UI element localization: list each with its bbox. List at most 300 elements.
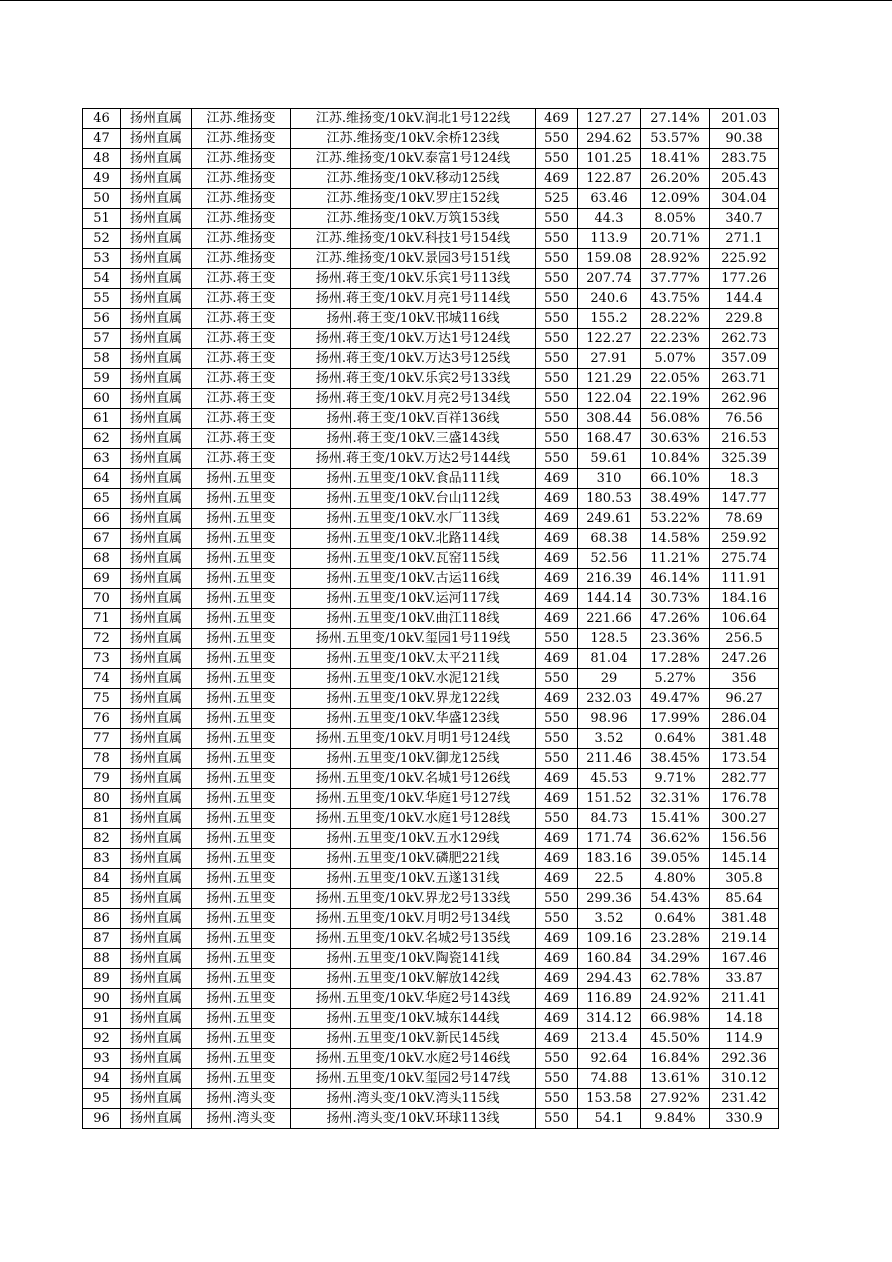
load-cell: 211.46 xyxy=(578,749,641,769)
substation-cell: 江苏.维扬变 xyxy=(192,229,291,249)
organization-cell: 扬州直属 xyxy=(121,369,192,389)
load-rate-cell: 20.71% xyxy=(641,229,710,249)
load-cell: 160.84 xyxy=(578,949,641,969)
row-number-cell: 82 xyxy=(83,829,121,849)
load-rate-cell: 49.47% xyxy=(641,689,710,709)
load-cell: 127.27 xyxy=(578,109,641,129)
capacity-cell: 469 xyxy=(536,849,578,869)
substation-cell: 扬州.五里变 xyxy=(192,1069,291,1089)
substation-cell: 扬州.五里变 xyxy=(192,529,291,549)
table-row xyxy=(83,149,779,169)
table-row xyxy=(83,569,779,589)
load-rate-cell: 43.75% xyxy=(641,289,710,309)
substation-cell: 扬州.五里变 xyxy=(192,749,291,769)
organization-cell: 扬州直属 xyxy=(121,949,192,969)
row-number-cell: 61 xyxy=(83,409,121,429)
feeder-name-cell: 扬州.五里变/10kV.水泥121线 xyxy=(291,669,536,689)
table-row xyxy=(83,469,779,489)
remaining-capacity-cell: 381.48 xyxy=(710,729,779,749)
substation-cell: 江苏.维扬变 xyxy=(192,129,291,149)
load-cell: 155.2 xyxy=(578,309,641,329)
capacity-cell: 469 xyxy=(536,169,578,189)
row-number-cell: 65 xyxy=(83,489,121,509)
load-rate-cell: 34.29% xyxy=(641,949,710,969)
load-cell: 213.4 xyxy=(578,1029,641,1049)
load-cell: 159.08 xyxy=(578,249,641,269)
feeder-name-cell: 扬州.五里变/10kV.月明2号134线 xyxy=(291,909,536,929)
organization-cell: 扬州直属 xyxy=(121,789,192,809)
load-cell: 27.91 xyxy=(578,349,641,369)
load-rate-cell: 26.20% xyxy=(641,169,710,189)
capacity-cell: 550 xyxy=(536,369,578,389)
row-number-cell: 83 xyxy=(83,849,121,869)
row-number-cell: 66 xyxy=(83,509,121,529)
remaining-capacity-cell: 325.39 xyxy=(710,449,779,469)
row-number-cell: 59 xyxy=(83,369,121,389)
table-row xyxy=(83,109,779,129)
substation-cell: 江苏.维扬变 xyxy=(192,209,291,229)
remaining-capacity-cell: 283.75 xyxy=(710,149,779,169)
row-number-cell: 90 xyxy=(83,989,121,1009)
row-number-cell: 86 xyxy=(83,909,121,929)
organization-cell: 扬州直属 xyxy=(121,429,192,449)
feeder-name-cell: 扬州.五里变/10kV.曲江118线 xyxy=(291,609,536,629)
capacity-cell: 469 xyxy=(536,109,578,129)
row-number-cell: 58 xyxy=(83,349,121,369)
table-row xyxy=(83,549,779,569)
load-rate-cell: 18.41% xyxy=(641,149,710,169)
capacity-cell: 469 xyxy=(536,529,578,549)
feeder-name-cell: 扬州.五里变/10kV.名城2号135线 xyxy=(291,929,536,949)
load-rate-cell: 30.63% xyxy=(641,429,710,449)
load-cell: 314.12 xyxy=(578,1009,641,1029)
feeder-name-cell: 扬州.五里变/10kV.台山112线 xyxy=(291,489,536,509)
row-number-cell: 87 xyxy=(83,929,121,949)
row-number-cell: 46 xyxy=(83,109,121,129)
capacity-cell: 550 xyxy=(536,809,578,829)
capacity-cell: 550 xyxy=(536,289,578,309)
feeder-name-cell: 扬州.五里变/10kV.五水129线 xyxy=(291,829,536,849)
organization-cell: 扬州直属 xyxy=(121,449,192,469)
feeder-name-cell: 江苏.维扬变/10kV.余桥123线 xyxy=(291,129,536,149)
capacity-cell: 550 xyxy=(536,1109,578,1129)
load-rate-cell: 46.14% xyxy=(641,569,710,589)
load-cell: 121.29 xyxy=(578,369,641,389)
organization-cell: 扬州直属 xyxy=(121,269,192,289)
load-cell: 122.04 xyxy=(578,389,641,409)
substation-cell: 江苏.蒋王变 xyxy=(192,289,291,309)
substation-cell: 扬州.五里变 xyxy=(192,689,291,709)
load-cell: 68.38 xyxy=(578,529,641,549)
row-number-cell: 80 xyxy=(83,789,121,809)
load-cell: 109.16 xyxy=(578,929,641,949)
table-row xyxy=(83,229,779,249)
organization-cell: 扬州直属 xyxy=(121,1109,192,1129)
substation-cell: 扬州.五里变 xyxy=(192,969,291,989)
capacity-cell: 469 xyxy=(536,1009,578,1029)
row-number-cell: 68 xyxy=(83,549,121,569)
load-rate-cell: 32.31% xyxy=(641,789,710,809)
organization-cell: 扬州直属 xyxy=(121,649,192,669)
load-cell: 308.44 xyxy=(578,409,641,429)
remaining-capacity-cell: 14.18 xyxy=(710,1009,779,1029)
feeder-name-cell: 江苏.维扬变/10kV.罗庄152线 xyxy=(291,189,536,209)
organization-cell: 扬州直属 xyxy=(121,889,192,909)
row-number-cell: 49 xyxy=(83,169,121,189)
row-number-cell: 62 xyxy=(83,429,121,449)
organization-cell: 扬州直属 xyxy=(121,609,192,629)
load-cell: 299.36 xyxy=(578,889,641,909)
load-cell: 171.74 xyxy=(578,829,641,849)
feeder-name-cell: 扬州.五里变/10kV.界龙2号133线 xyxy=(291,889,536,909)
table-row xyxy=(83,289,779,309)
load-rate-cell: 9.71% xyxy=(641,769,710,789)
substation-cell: 江苏.蒋王变 xyxy=(192,329,291,349)
feeder-name-cell: 江苏.维扬变/10kV.润北1号122线 xyxy=(291,109,536,129)
capacity-cell: 550 xyxy=(536,409,578,429)
capacity-cell: 550 xyxy=(536,149,578,169)
table-row xyxy=(83,849,779,869)
feeder-name-cell: 扬州.五里变/10kV.玺园1号119线 xyxy=(291,629,536,649)
load-rate-cell: 53.22% xyxy=(641,509,710,529)
capacity-cell: 550 xyxy=(536,249,578,269)
load-rate-cell: 22.19% xyxy=(641,389,710,409)
row-number-cell: 48 xyxy=(83,149,121,169)
load-cell: 81.04 xyxy=(578,649,641,669)
load-cell: 232.03 xyxy=(578,689,641,709)
row-number-cell: 50 xyxy=(83,189,121,209)
row-number-cell: 56 xyxy=(83,309,121,329)
row-number-cell: 92 xyxy=(83,1029,121,1049)
load-cell: 101.25 xyxy=(578,149,641,169)
remaining-capacity-cell: 145.14 xyxy=(710,849,779,869)
substation-cell: 江苏.蒋王变 xyxy=(192,389,291,409)
capacity-cell: 550 xyxy=(536,729,578,749)
load-rate-cell: 45.50% xyxy=(641,1029,710,1049)
load-rate-cell: 15.41% xyxy=(641,809,710,829)
substation-cell: 扬州.五里变 xyxy=(192,609,291,629)
row-number-cell: 53 xyxy=(83,249,121,269)
table-row xyxy=(83,189,779,209)
load-cell: 207.74 xyxy=(578,269,641,289)
row-number-cell: 64 xyxy=(83,469,121,489)
load-rate-cell: 54.43% xyxy=(641,889,710,909)
table-row xyxy=(83,749,779,769)
load-rate-cell: 56.08% xyxy=(641,409,710,429)
table-row xyxy=(83,369,779,389)
row-number-cell: 47 xyxy=(83,129,121,149)
table-row xyxy=(83,889,779,909)
organization-cell: 扬州直属 xyxy=(121,549,192,569)
remaining-capacity-cell: 176.78 xyxy=(710,789,779,809)
table-row xyxy=(83,729,779,749)
organization-cell: 扬州直属 xyxy=(121,809,192,829)
table-row xyxy=(83,429,779,449)
load-cell: 294.43 xyxy=(578,969,641,989)
table-row xyxy=(83,1009,779,1029)
load-rate-cell: 12.09% xyxy=(641,189,710,209)
substation-cell: 扬州.五里变 xyxy=(192,949,291,969)
remaining-capacity-cell: 167.46 xyxy=(710,949,779,969)
load-rate-cell: 0.64% xyxy=(641,729,710,749)
row-number-cell: 91 xyxy=(83,1009,121,1029)
organization-cell: 扬州直属 xyxy=(121,869,192,889)
capacity-cell: 550 xyxy=(536,1089,578,1109)
remaining-capacity-cell: 225.92 xyxy=(710,249,779,269)
row-number-cell: 77 xyxy=(83,729,121,749)
row-number-cell: 84 xyxy=(83,869,121,889)
capacity-cell: 469 xyxy=(536,929,578,949)
load-cell: 59.61 xyxy=(578,449,641,469)
organization-cell: 扬州直属 xyxy=(121,1049,192,1069)
organization-cell: 扬州直属 xyxy=(121,209,192,229)
substation-cell: 扬州.五里变 xyxy=(192,869,291,889)
feeder-name-cell: 扬州.五里变/10kV.水庭1号128线 xyxy=(291,809,536,829)
feeder-name-cell: 江苏.维扬变/10kV.景园3号151线 xyxy=(291,249,536,269)
feeder-name-cell: 江苏.维扬变/10kV.科技1号154线 xyxy=(291,229,536,249)
remaining-capacity-cell: 259.92 xyxy=(710,529,779,549)
capacity-cell: 469 xyxy=(536,969,578,989)
load-cell: 98.96 xyxy=(578,709,641,729)
table-row xyxy=(83,1069,779,1089)
load-cell: 3.52 xyxy=(578,729,641,749)
substation-cell: 扬州.五里变 xyxy=(192,849,291,869)
remaining-capacity-cell: 76.56 xyxy=(710,409,779,429)
capacity-cell: 469 xyxy=(536,769,578,789)
feeder-name-cell: 扬州.湾头变/10kV.湾头115线 xyxy=(291,1089,536,1109)
substation-cell: 江苏.蒋王变 xyxy=(192,349,291,369)
table-row xyxy=(83,409,779,429)
row-number-cell: 55 xyxy=(83,289,121,309)
row-number-cell: 85 xyxy=(83,889,121,909)
feeder-name-cell: 扬州.蒋王变/10kV.月亮1号114线 xyxy=(291,289,536,309)
table-row xyxy=(83,249,779,269)
row-number-cell: 71 xyxy=(83,609,121,629)
feeder-name-cell: 扬州.五里变/10kV.解放142线 xyxy=(291,969,536,989)
row-number-cell: 96 xyxy=(83,1109,121,1129)
substation-cell: 扬州.五里变 xyxy=(192,669,291,689)
organization-cell: 扬州直属 xyxy=(121,469,192,489)
organization-cell: 扬州直属 xyxy=(121,289,192,309)
load-rate-cell: 62.78% xyxy=(641,969,710,989)
substation-cell: 扬州.五里变 xyxy=(192,809,291,829)
load-rate-cell: 17.99% xyxy=(641,709,710,729)
feeder-name-cell: 扬州.蒋王变/10kV.万达1号124线 xyxy=(291,329,536,349)
row-number-cell: 93 xyxy=(83,1049,121,1069)
table-row xyxy=(83,969,779,989)
table-row xyxy=(83,509,779,529)
capacity-cell: 469 xyxy=(536,1029,578,1049)
organization-cell: 扬州直属 xyxy=(121,169,192,189)
table-row xyxy=(83,929,779,949)
table-row xyxy=(83,589,779,609)
feeder-name-cell: 扬州.五里变/10kV.古运116线 xyxy=(291,569,536,589)
table-row xyxy=(83,269,779,289)
substation-cell: 扬州.湾头变 xyxy=(192,1089,291,1109)
capacity-cell: 550 xyxy=(536,889,578,909)
capacity-cell: 550 xyxy=(536,209,578,229)
load-rate-cell: 0.64% xyxy=(641,909,710,929)
feeder-load-table xyxy=(82,108,779,1129)
substation-cell: 扬州.五里变 xyxy=(192,989,291,1009)
row-number-cell: 57 xyxy=(83,329,121,349)
feeder-name-cell: 扬州.五里变/10kV.水厂113线 xyxy=(291,509,536,529)
organization-cell: 扬州直属 xyxy=(121,109,192,129)
substation-cell: 扬州.五里变 xyxy=(192,1049,291,1069)
feeder-name-cell: 扬州.五里变/10kV.食品111线 xyxy=(291,469,536,489)
remaining-capacity-cell: 173.54 xyxy=(710,749,779,769)
load-rate-cell: 28.22% xyxy=(641,309,710,329)
organization-cell: 扬州直属 xyxy=(121,849,192,869)
remaining-capacity-cell: 33.87 xyxy=(710,969,779,989)
remaining-capacity-cell: 85.64 xyxy=(710,889,779,909)
remaining-capacity-cell: 147.77 xyxy=(710,489,779,509)
load-rate-cell: 22.05% xyxy=(641,369,710,389)
load-rate-cell: 28.92% xyxy=(641,249,710,269)
load-cell: 294.62 xyxy=(578,129,641,149)
capacity-cell: 550 xyxy=(536,349,578,369)
capacity-cell: 550 xyxy=(536,1049,578,1069)
organization-cell: 扬州直属 xyxy=(121,489,192,509)
row-number-cell: 75 xyxy=(83,689,121,709)
substation-cell: 江苏.维扬变 xyxy=(192,249,291,269)
substation-cell: 扬州.五里变 xyxy=(192,709,291,729)
substation-cell: 扬州.五里变 xyxy=(192,469,291,489)
row-number-cell: 81 xyxy=(83,809,121,829)
organization-cell: 扬州直属 xyxy=(121,729,192,749)
feeder-name-cell: 扬州.蒋王变/10kV.邗城116线 xyxy=(291,309,536,329)
organization-cell: 扬州直属 xyxy=(121,569,192,589)
row-number-cell: 73 xyxy=(83,649,121,669)
row-number-cell: 67 xyxy=(83,529,121,549)
row-number-cell: 95 xyxy=(83,1089,121,1109)
load-cell: 113.9 xyxy=(578,229,641,249)
load-cell: 92.64 xyxy=(578,1049,641,1069)
capacity-cell: 550 xyxy=(536,909,578,929)
remaining-capacity-cell: 292.36 xyxy=(710,1049,779,1069)
table-row xyxy=(83,1089,779,1109)
table-row xyxy=(83,309,779,329)
load-rate-cell: 24.92% xyxy=(641,989,710,1009)
load-cell: 74.88 xyxy=(578,1069,641,1089)
feeder-name-cell: 扬州.湾头变/10kV.环球113线 xyxy=(291,1109,536,1129)
table-row xyxy=(83,209,779,229)
substation-cell: 扬州.湾头变 xyxy=(192,1109,291,1129)
load-cell: 63.46 xyxy=(578,189,641,209)
substation-cell: 扬州.五里变 xyxy=(192,829,291,849)
feeder-name-cell: 扬州.五里变/10kV.华庭1号127线 xyxy=(291,789,536,809)
table-body xyxy=(83,109,779,1129)
organization-cell: 扬州直属 xyxy=(121,909,192,929)
table-row xyxy=(83,869,779,889)
remaining-capacity-cell: 231.42 xyxy=(710,1089,779,1109)
load-cell: 128.5 xyxy=(578,629,641,649)
remaining-capacity-cell: 247.26 xyxy=(710,649,779,669)
organization-cell: 扬州直属 xyxy=(121,1029,192,1049)
row-number-cell: 94 xyxy=(83,1069,121,1089)
row-number-cell: 69 xyxy=(83,569,121,589)
table-row xyxy=(83,1109,779,1129)
capacity-cell: 550 xyxy=(536,389,578,409)
load-rate-cell: 27.14% xyxy=(641,109,710,129)
capacity-cell: 469 xyxy=(536,869,578,889)
substation-cell: 扬州.五里变 xyxy=(192,569,291,589)
organization-cell: 扬州直属 xyxy=(121,1009,192,1029)
table-row xyxy=(83,669,779,689)
remaining-capacity-cell: 144.4 xyxy=(710,289,779,309)
feeder-name-cell: 扬州.五里变/10kV.瓦窑115线 xyxy=(291,549,536,569)
capacity-cell: 550 xyxy=(536,669,578,689)
remaining-capacity-cell: 184.16 xyxy=(710,589,779,609)
load-rate-cell: 37.77% xyxy=(641,269,710,289)
feeder-name-cell: 扬州.蒋王变/10kV.月亮2号134线 xyxy=(291,389,536,409)
row-number-cell: 72 xyxy=(83,629,121,649)
remaining-capacity-cell: 357.09 xyxy=(710,349,779,369)
capacity-cell: 550 xyxy=(536,749,578,769)
remaining-capacity-cell: 286.04 xyxy=(710,709,779,729)
substation-cell: 江苏.蒋王变 xyxy=(192,269,291,289)
feeder-name-cell: 扬州.蒋王变/10kV.乐宾2号133线 xyxy=(291,369,536,389)
load-cell: 180.53 xyxy=(578,489,641,509)
table-row xyxy=(83,1029,779,1049)
capacity-cell: 525 xyxy=(536,189,578,209)
capacity-cell: 550 xyxy=(536,709,578,729)
row-number-cell: 54 xyxy=(83,269,121,289)
load-rate-cell: 10.84% xyxy=(641,449,710,469)
organization-cell: 扬州直属 xyxy=(121,689,192,709)
organization-cell: 扬州直属 xyxy=(121,149,192,169)
load-rate-cell: 17.28% xyxy=(641,649,710,669)
organization-cell: 扬州直属 xyxy=(121,389,192,409)
organization-cell: 扬州直属 xyxy=(121,709,192,729)
feeder-name-cell: 扬州.五里变/10kV.陶瓷141线 xyxy=(291,949,536,969)
load-cell: 3.52 xyxy=(578,909,641,929)
feeder-name-cell: 扬州.五里变/10kV.城东144线 xyxy=(291,1009,536,1029)
capacity-cell: 550 xyxy=(536,269,578,289)
substation-cell: 扬州.五里变 xyxy=(192,549,291,569)
feeder-name-cell: 扬州.蒋王变/10kV.乐宾1号113线 xyxy=(291,269,536,289)
capacity-cell: 469 xyxy=(536,589,578,609)
load-rate-cell: 4.80% xyxy=(641,869,710,889)
load-rate-cell: 30.73% xyxy=(641,589,710,609)
capacity-cell: 469 xyxy=(536,649,578,669)
feeder-name-cell: 扬州.五里变/10kV.水庭2号146线 xyxy=(291,1049,536,1069)
capacity-cell: 469 xyxy=(536,469,578,489)
feeder-name-cell: 扬州.蒋王变/10kV.百祥136线 xyxy=(291,409,536,429)
remaining-capacity-cell: 90.38 xyxy=(710,129,779,149)
substation-cell: 江苏.维扬变 xyxy=(192,149,291,169)
load-rate-cell: 5.07% xyxy=(641,349,710,369)
remaining-capacity-cell: 219.14 xyxy=(710,929,779,949)
feeder-name-cell: 江苏.维扬变/10kV.移动125线 xyxy=(291,169,536,189)
capacity-cell: 550 xyxy=(536,449,578,469)
table-row xyxy=(83,689,779,709)
remaining-capacity-cell: 106.64 xyxy=(710,609,779,629)
table-row xyxy=(83,1049,779,1069)
remaining-capacity-cell: 304.04 xyxy=(710,189,779,209)
capacity-cell: 469 xyxy=(536,949,578,969)
row-number-cell: 78 xyxy=(83,749,121,769)
remaining-capacity-cell: 177.26 xyxy=(710,269,779,289)
load-rate-cell: 66.98% xyxy=(641,1009,710,1029)
remaining-capacity-cell: 262.73 xyxy=(710,329,779,349)
remaining-capacity-cell: 262.96 xyxy=(710,389,779,409)
load-rate-cell: 9.84% xyxy=(641,1109,710,1129)
remaining-capacity-cell: 216.53 xyxy=(710,429,779,449)
remaining-capacity-cell: 114.9 xyxy=(710,1029,779,1049)
substation-cell: 扬州.五里变 xyxy=(192,589,291,609)
substation-cell: 江苏.蒋王变 xyxy=(192,369,291,389)
